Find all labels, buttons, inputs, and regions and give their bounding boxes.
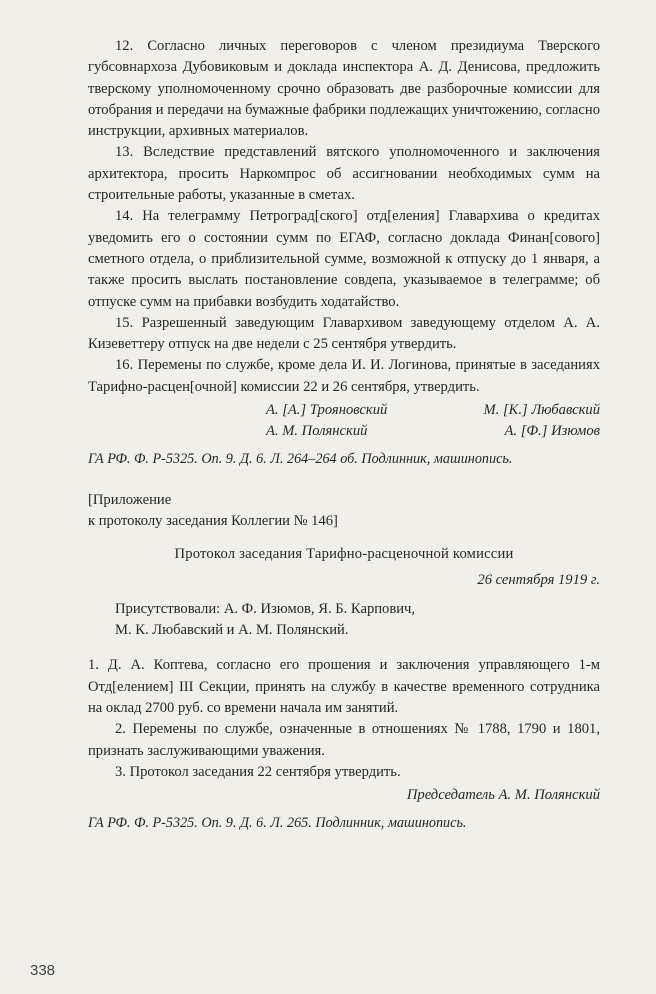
protocol-item-3: 3. Протокол заседания 22 сентября утвердить. [115,763,401,780]
appendix-line-1: [Приложение [88,491,172,508]
protocol-title: Протокол заседания Тарифно-расценочной комиссии [174,546,514,563]
protocol-item-1: 1. Д. А. Коптева, согласно его прошения и заключения управляющего 1-м Отд[елением] III Секции, принять на службу в качестве временного сотрудника на оклад 2700 руб. со времени начала им занятий. [88,657,600,717]
item-12: 12. Согласно личных переговоров с членом президиума Тверского губсовнархоза Дубовиковым и доклада инспектора А. Д. Денисова, предложить тверскому уполномоченному срочно образовать две разборочные комиссии для отобрания и передачи на бумажные фабрики подлежащих уничтожению, согласно инструкции, архивных материалов. [88,38,600,140]
item-15: 15. Разрешенный заведующим Главархивом заведующему отделом А. А. Кизеветтеру отпуск на две недели с 25 сентября утвердить. [88,314,600,353]
signatures-left [266,400,482,443]
appendix-line-2: к протоколу заседания Коллегии № 146] [88,512,338,529]
archive-source-1: ГА РФ. Ф. Р-5325. Оп. 9. Д. 6. Л. 264–264 об. Подлинник, машинопись. [88,450,513,467]
item-16: 16. Перемены по службе, кроме дела И. И. Логинова, принятые в заседаниях Тарифно-расцен[очной] комиссии 22 и 26 сентября, утвердить. [88,357,600,395]
chairman-signature: Председатель А. М. Полянский [406,787,600,804]
present-line-2: М. К. Любавский и А. М. Полянский. [115,622,349,639]
main-text-block [88,36,600,834]
present-line-1: Присутствовали: А. Ф. Изюмов, Я. Б. Карпович, [115,600,416,617]
page-number: 338 [30,962,56,979]
item-13: 13. Вследствие представлений вятского уполномоченного и заключения архитектора, просить Наркомпрос об ассигновании необходимых сумм на строительные работы, указанные в сметах. [88,144,600,204]
signature-polyansky: А. М. Полянский [266,423,368,440]
archive-source-2: ГА РФ. Ф. Р-5325. Оп. 9. Д. 6. Л. 265. Подлинник, машинопись. [88,814,467,831]
signatures [88,400,600,443]
signature-lyubavsky: М. [К.] Любавский [483,402,600,419]
signature-troyanovsky: А. [А.] Трояновский [266,402,388,419]
signature-izyumov: А. [Ф.] Изюмов [504,423,600,440]
signatures-right [482,400,600,443]
protocol-item-2: 2. Перемены по службе, означенные в отношениях № 1788, 1790 и 1801, признать заслуживающими уважения. [88,721,600,759]
protocol-date: 26 сентября 1919 г. [477,571,600,588]
item-14: 14. На телеграмму Петроград[ского] отд[еления] Главархива о кредитах уведомить его о состоянии сумм по ЕГАФ, согласно доклада Финан[сового] сметного отдела, о приблизительной сумме, возможной к отпуску до 1 января, а также просить выслать постановление совдепа, указываемое в телеграмме; об отпуске сумм на прибавки возбудить ходатайство. [88,208,600,310]
